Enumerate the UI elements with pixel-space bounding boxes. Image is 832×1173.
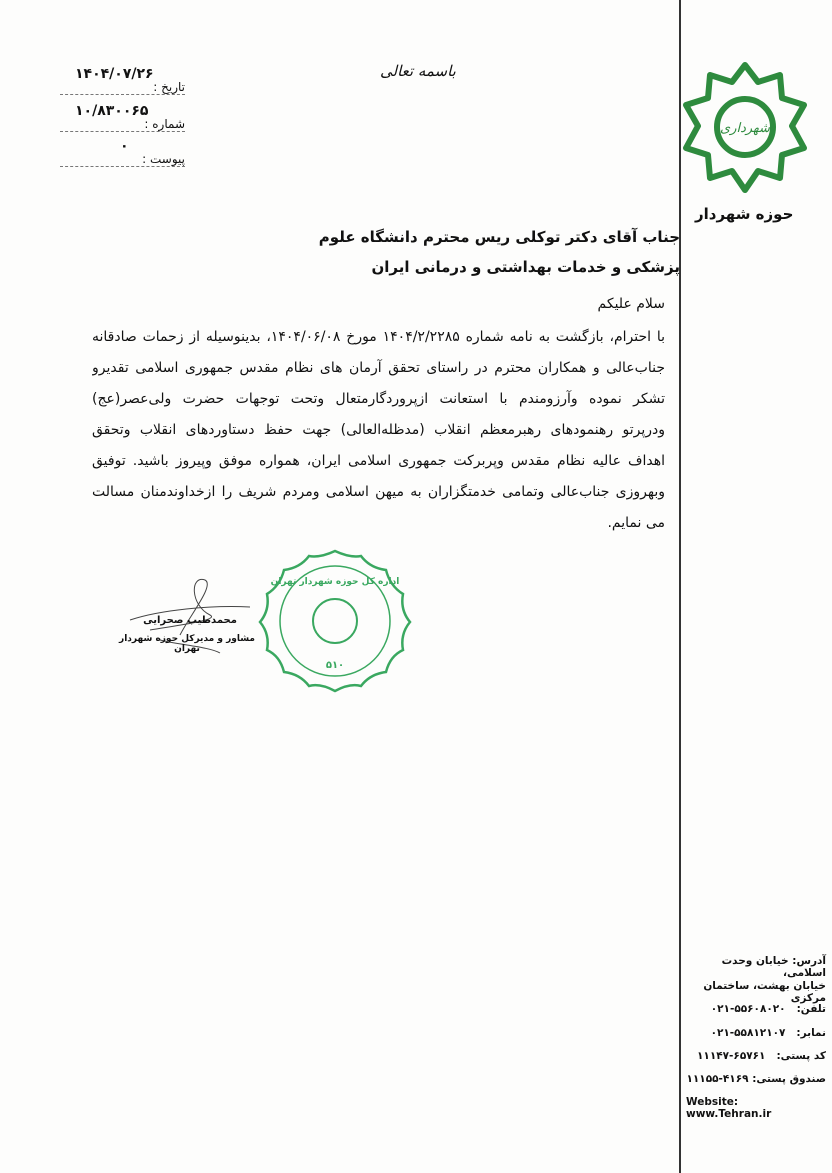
recipient-line-1: جناب آقای دکتر توکلی ریس محترم دانشگاه علوم [318,228,680,246]
letter-body [92,322,665,539]
body-line: می نمایم. [607,515,665,531]
svg-text:شهرداری: شهرداری [720,121,770,136]
po-box: صندوق پستی: ۱۱۱۵۵-۴۱۶۹ [686,1073,826,1085]
organization-name: حوزه شهردار [695,205,794,223]
date-value: ۱۴۰۴/۰۷/۲۶ [75,66,154,82]
address-line-2: خیابان بهشت، ساختمان مرکزی [703,980,826,1004]
body-line: وبهروزی جناب‌عالی وتمامی خدمتگزاران به میهن اسلامی ومردم شریف را ازخداوندمنان مسالت [92,484,665,500]
body-line: با احترام، بازگشت به نامه شماره ۱۴۰۴/۲/۲۲۸۵ مورخ ۱۴۰۴/۰۶/۰۸، بدینوسیله از زحمات صادقانه [92,329,665,345]
body-line: ودرپرتو رهنمودهای رهبرمعظم انقلاب (مدظله‌العالی) جهت حفظ دستاوردهای انقلاب وتحقق [92,422,665,438]
seal-text: اداره کل حوزه شهردار تهران [270,577,400,587]
attachment-label: پیوست : [60,152,185,167]
postal-code: کد پستی: ۱۱۱۴۷-۶۵۷۶۱ [697,1050,826,1062]
invocation: باسمه تعالی [380,62,456,80]
signatory-name: محمدطیب صحرایی [143,615,237,626]
body-line: تشکر نموده وآرزومندم با استعانت ازپروردگارمتعال وتحت توجهات حضرت ولی‌عصر(عج) [92,391,665,407]
tehran-municipality-logo [680,60,810,195]
seal-code: ۵۱۰ [325,660,345,671]
signatory-title: مشاور و مدیرکل حوزه شهردار تهران [119,634,255,654]
recipient-line-2: پزشکی و خدمات بهداشتی و درمانی ایران [371,258,680,276]
body-line: اهداف عالیه نظام مقدس وپربرکت جمهوری اسلامی ایران، همواره موفق وپیروز باشید. توفیق [92,453,665,469]
date-field [55,66,185,95]
attachment-field [55,138,185,167]
number-field [55,103,185,132]
body-line: جناب‌عالی و همکاران محترم در راستای تحقق آرمان های نظام مقدس جمهوری اسلامی تقدیرو [92,360,665,376]
address-line-1: آدرس: خیابان وحدت اسلامی، [721,955,826,979]
number-label: شماره : [60,117,185,132]
fax: نمابر: ۰۲۱-۵۵۸۱۲۱۰۷ [710,1027,826,1039]
greeting: سلام علیکم [597,296,665,312]
website-link[interactable]: Website: www.Tehran.ir [686,1096,772,1120]
attachment-value: ۰ [120,138,129,154]
official-seal [258,548,413,693]
phone: تلفن: ۰۲۱-۵۵۶۰۸۰۲۰ [710,1003,826,1015]
date-label: تاریخ : [60,80,185,95]
number-value: ۱۰/۸۳۰۰۶۵ [75,103,149,119]
